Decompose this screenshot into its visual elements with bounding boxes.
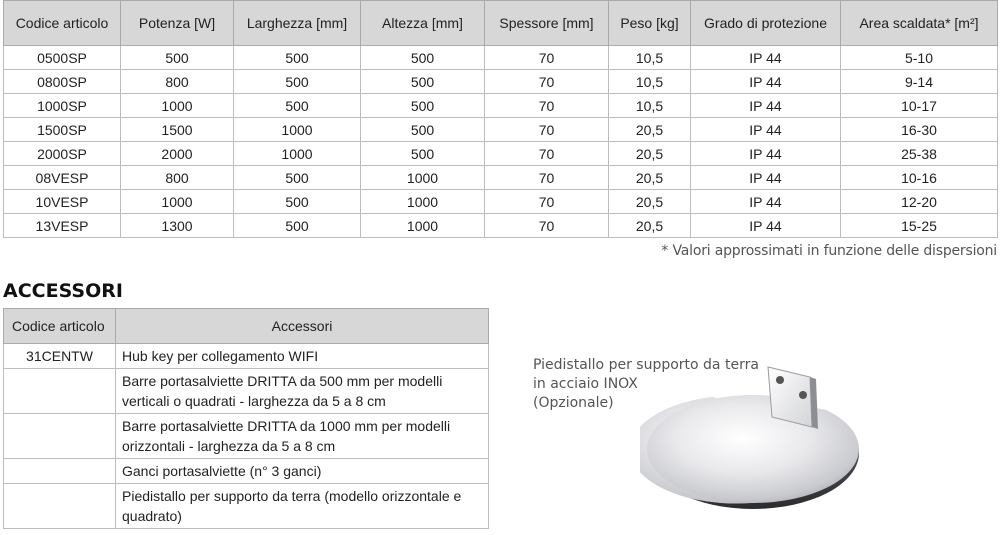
cell-peso: 20,5: [609, 118, 691, 142]
accessory-description: Barre portasalviette DRITTA da 500 mm per modelli verticali o quadrati - larghezza da 5 a 8 cm: [116, 369, 489, 414]
table-row: [4, 94, 998, 118]
cell-potenza: 800: [121, 166, 234, 190]
header-potenza: Potenza [W]: [121, 1, 234, 46]
cell-peso: 20,5: [609, 214, 691, 238]
cell-area: 16-30: [841, 118, 998, 142]
table-row: [4, 459, 489, 484]
cell-larghezza: 500: [234, 214, 361, 238]
spec-header-row: [4, 1, 998, 46]
cell-altezza: 500: [361, 70, 485, 94]
table-row: [4, 118, 998, 142]
cell-codice: 2000SP: [4, 142, 121, 166]
cell-peso: 20,5: [609, 142, 691, 166]
cell-peso: 10,5: [609, 46, 691, 70]
stand-caption-line: Piedistallo per supporto da terra: [533, 357, 759, 373]
table-row: [4, 369, 489, 414]
table-row: [4, 214, 998, 238]
cell-area: 9-14: [841, 70, 998, 94]
table-row: [4, 142, 998, 166]
cell-altezza: 1000: [361, 214, 485, 238]
table-row: [4, 414, 489, 459]
cell-spessore: 70: [485, 190, 609, 214]
cell-spessore: 70: [485, 46, 609, 70]
accessory-code: [4, 484, 116, 529]
header-accessori: Accessori: [116, 309, 489, 344]
cell-potenza: 800: [121, 70, 234, 94]
cell-potenza: 1300: [121, 214, 234, 238]
cell-potenza: 500: [121, 46, 234, 70]
table-row: [4, 190, 998, 214]
cell-codice: 1500SP: [4, 118, 121, 142]
cell-potenza: 1000: [121, 94, 234, 118]
accessory-code: [4, 369, 116, 414]
cell-area: 12-20: [841, 190, 998, 214]
cell-peso: 20,5: [609, 166, 691, 190]
cell-altezza: 500: [361, 46, 485, 70]
cell-altezza: 500: [361, 118, 485, 142]
header-spessore: Spessore [mm]: [485, 1, 609, 46]
cell-spessore: 70: [485, 214, 609, 238]
cell-grado: IP 44: [691, 46, 841, 70]
header-larghezza: Larghezza [mm]: [234, 1, 361, 46]
cell-spessore: 70: [485, 166, 609, 190]
table-row: [4, 166, 998, 190]
header-codice-articolo: Codice articolo: [4, 1, 121, 46]
cell-larghezza: 1000: [234, 118, 361, 142]
cell-area: 10-17: [841, 94, 998, 118]
accessory-code: [4, 459, 116, 484]
cell-spessore: 70: [485, 70, 609, 94]
cell-codice: 0800SP: [4, 70, 121, 94]
cell-larghezza: 500: [234, 190, 361, 214]
accessory-description: Piedistallo per supporto da terra (modello orizzontale e quadrato): [116, 484, 489, 529]
cell-spessore: 70: [485, 118, 609, 142]
cell-potenza: 1500: [121, 118, 234, 142]
accessory-description: Barre portasalviette DRITTA da 1000 mm per modelli orizzontali - larghezza da 5 a 8 cm: [116, 414, 489, 459]
cell-larghezza: 1000: [234, 142, 361, 166]
cell-grado: IP 44: [691, 142, 841, 166]
header-grado-protezione: Grado di protezione: [691, 1, 841, 46]
table-row: [4, 46, 998, 70]
cell-peso: 20,5: [609, 190, 691, 214]
cell-grado: IP 44: [691, 70, 841, 94]
specifications-table: [3, 0, 998, 238]
accessory-description: Ganci portasalviette (n° 3 ganci): [116, 459, 489, 484]
cell-codice: 0500SP: [4, 46, 121, 70]
cell-larghezza: 500: [234, 166, 361, 190]
table-row: [4, 484, 489, 529]
cell-altezza: 500: [361, 94, 485, 118]
cell-grado: IP 44: [691, 214, 841, 238]
cell-area: 5-10: [841, 46, 998, 70]
cell-codice: 13VESP: [4, 214, 121, 238]
cell-larghezza: 500: [234, 94, 361, 118]
header-altezza: Altezza [mm]: [361, 1, 485, 46]
cell-larghezza: 500: [234, 46, 361, 70]
cell-codice: 08VESP: [4, 166, 121, 190]
table-row: [4, 344, 489, 369]
header-area-scaldata: Area scaldata* [m²]: [841, 1, 998, 46]
cell-grado: IP 44: [691, 118, 841, 142]
accessories-table: [3, 308, 489, 529]
header-codice-articolo: Codice articolo: [4, 309, 116, 344]
cell-larghezza: 500: [234, 70, 361, 94]
cell-spessore: 70: [485, 94, 609, 118]
cell-altezza: 500: [361, 142, 485, 166]
accessories-title: ACCESSORI: [3, 280, 123, 302]
cell-peso: 10,5: [609, 70, 691, 94]
header-peso: Peso [kg]: [609, 1, 691, 46]
accessories-header-row: [4, 309, 489, 344]
cell-grado: IP 44: [691, 190, 841, 214]
cell-spessore: 70: [485, 142, 609, 166]
cell-potenza: 2000: [121, 142, 234, 166]
cell-altezza: 1000: [361, 166, 485, 190]
stand-caption-line: (Opzionale): [533, 395, 614, 411]
table-row: [4, 70, 998, 94]
accessory-description: Hub key per collegamento WIFI: [116, 344, 489, 369]
cell-grado: IP 44: [691, 94, 841, 118]
cell-altezza: 1000: [361, 190, 485, 214]
cell-area: 15-25: [841, 214, 998, 238]
stand-caption: [533, 356, 759, 413]
footnote: * Valori approssimati in funzione delle dispersioni: [661, 243, 997, 259]
cell-grado: IP 44: [691, 166, 841, 190]
accessory-code: [4, 414, 116, 459]
accessory-code: 31CENTW: [4, 344, 116, 369]
cell-codice: 1000SP: [4, 94, 121, 118]
cell-potenza: 1000: [121, 190, 234, 214]
cell-area: 25-38: [841, 142, 998, 166]
cell-codice: 10VESP: [4, 190, 121, 214]
cell-area: 10-16: [841, 166, 998, 190]
cell-peso: 10,5: [609, 94, 691, 118]
stand-caption-line: in acciaio INOX: [533, 376, 638, 392]
